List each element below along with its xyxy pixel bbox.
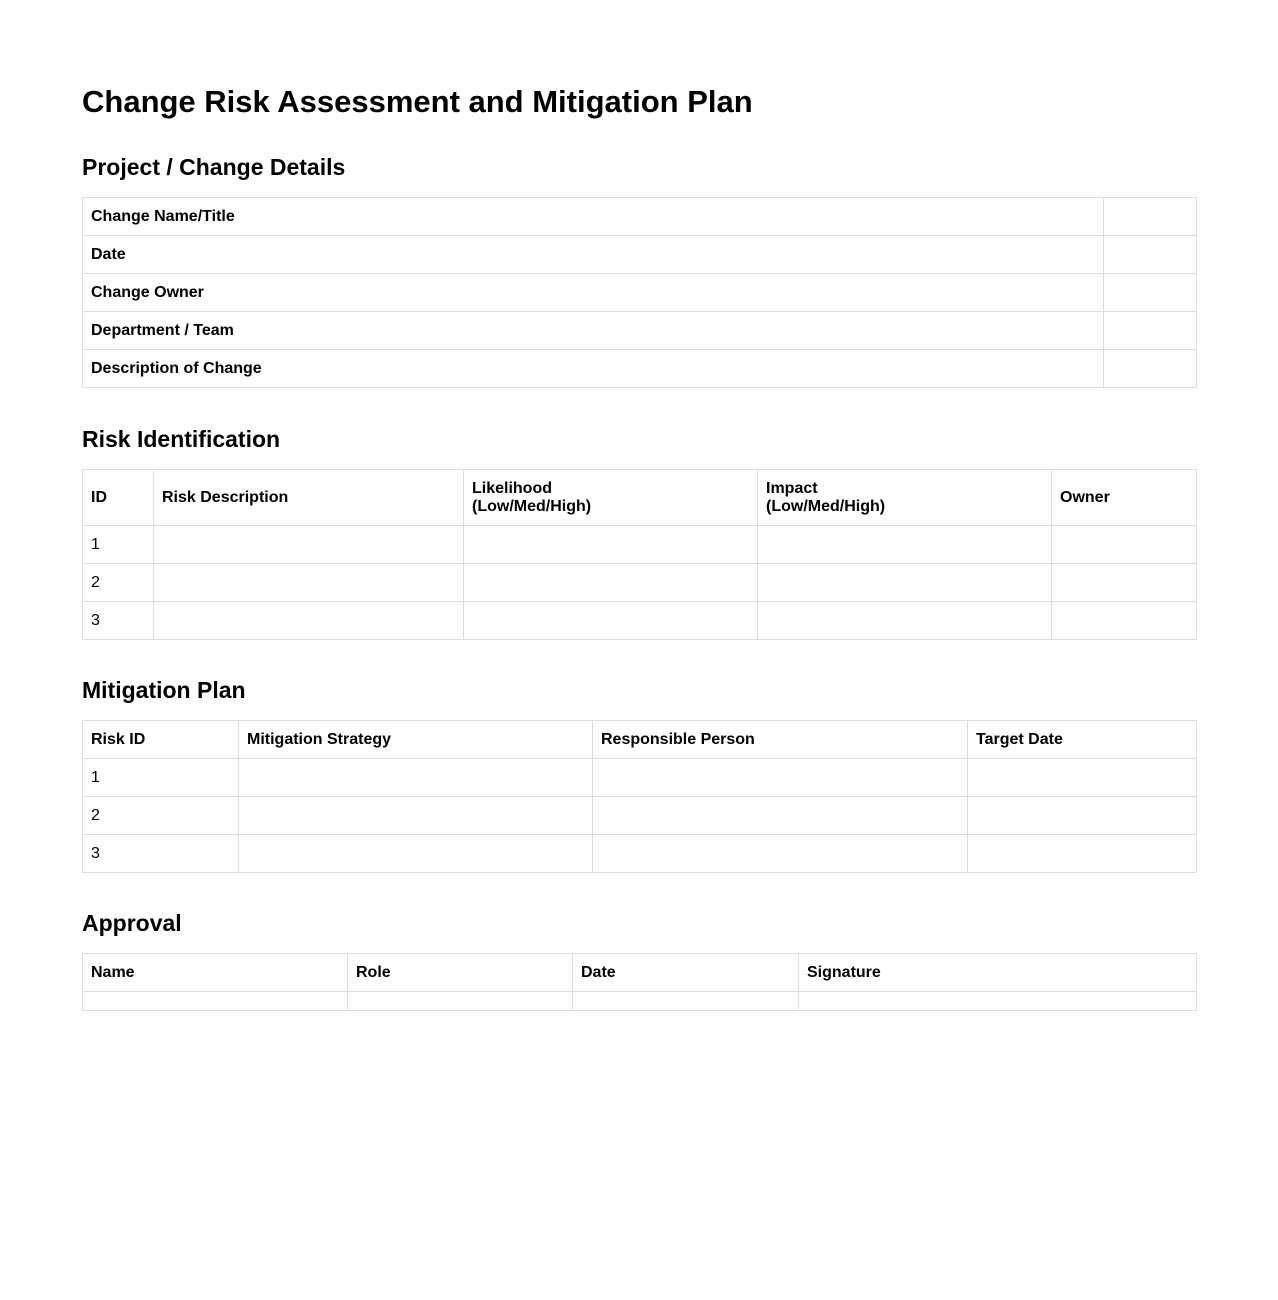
- impact-field[interactable]: [758, 526, 1052, 564]
- risk-description-field[interactable]: [154, 602, 464, 640]
- details-label: Change Owner: [83, 274, 1104, 312]
- column-header-owner: Owner: [1052, 470, 1197, 526]
- column-header-target-date: Target Date: [968, 721, 1197, 759]
- column-header-risk-id: Risk ID: [83, 721, 239, 759]
- section-heading-mitigation-plan: Mitigation Plan: [82, 677, 246, 703]
- approval-table: [82, 953, 1197, 1011]
- approver-role-field[interactable]: [348, 992, 573, 1011]
- risk-id-cell: 1: [83, 759, 239, 797]
- details-row: [83, 236, 1197, 274]
- table-header-row: [83, 721, 1197, 759]
- table-row: [83, 835, 1197, 873]
- owner-field[interactable]: [1052, 564, 1197, 602]
- column-header-risk-description: Risk Description: [154, 470, 464, 526]
- details-label: Change Name/Title: [83, 198, 1104, 236]
- column-header-likelihood: Likelihood (Low/Med/High): [464, 470, 758, 526]
- details-value-field[interactable]: [1104, 350, 1197, 388]
- details-value-field[interactable]: [1104, 312, 1197, 350]
- responsible-person-field[interactable]: [593, 759, 968, 797]
- table-row: [83, 602, 1197, 640]
- risk-id-cell: 1: [83, 526, 154, 564]
- impact-field[interactable]: [758, 564, 1052, 602]
- section-heading-details: Project / Change Details: [82, 154, 346, 180]
- column-header-signature: Signature: [799, 954, 1197, 992]
- target-date-field[interactable]: [968, 835, 1197, 873]
- risk-description-field[interactable]: [154, 526, 464, 564]
- details-table: [82, 197, 1197, 388]
- owner-field[interactable]: [1052, 526, 1197, 564]
- table-row: [83, 797, 1197, 835]
- details-row: [83, 312, 1197, 350]
- risk-id-cell: 2: [83, 797, 239, 835]
- column-header-role: Role: [348, 954, 573, 992]
- table-row: [83, 759, 1197, 797]
- details-value-field[interactable]: [1104, 274, 1197, 312]
- impact-field[interactable]: [758, 602, 1052, 640]
- mitigation-strategy-field[interactable]: [239, 759, 593, 797]
- signature-field[interactable]: [799, 992, 1197, 1011]
- approver-name-field[interactable]: [83, 992, 348, 1011]
- owner-field[interactable]: [1052, 602, 1197, 640]
- risk-id-cell: 2: [83, 564, 154, 602]
- column-header-name: Name: [83, 954, 348, 992]
- mitigation-strategy-field[interactable]: [239, 797, 593, 835]
- responsible-person-field[interactable]: [593, 835, 968, 873]
- likelihood-field[interactable]: [464, 526, 758, 564]
- column-header-id: ID: [83, 470, 154, 526]
- risk-id-cell: 3: [83, 602, 154, 640]
- column-header-mitigation-strategy: Mitigation Strategy: [239, 721, 593, 759]
- table-row: [83, 526, 1197, 564]
- risk-id-cell: 3: [83, 835, 239, 873]
- target-date-field[interactable]: [968, 797, 1197, 835]
- table-row: [83, 992, 1197, 1011]
- likelihood-field[interactable]: [464, 602, 758, 640]
- section-heading-approval: Approval: [82, 910, 182, 936]
- details-value-field[interactable]: [1104, 236, 1197, 274]
- risk-description-field[interactable]: [154, 564, 464, 602]
- approval-date-field[interactable]: [573, 992, 799, 1011]
- column-header-date: Date: [573, 954, 799, 992]
- section-heading-risk-identification: Risk Identification: [82, 426, 281, 452]
- details-row: [83, 198, 1197, 236]
- mitigation-strategy-field[interactable]: [239, 835, 593, 873]
- page-title: Change Risk Assessment and Mitigation Plan: [82, 84, 753, 119]
- risk-identification-table: [82, 469, 1197, 640]
- likelihood-field[interactable]: [464, 564, 758, 602]
- column-header-impact: Impact (Low/Med/High): [758, 470, 1052, 526]
- mitigation-plan-table: [82, 720, 1197, 873]
- details-label: Date: [83, 236, 1104, 274]
- details-label: Department / Team: [83, 312, 1104, 350]
- responsible-person-field[interactable]: [593, 797, 968, 835]
- details-row: [83, 274, 1197, 312]
- table-header-row: [83, 954, 1197, 992]
- target-date-field[interactable]: [968, 759, 1197, 797]
- column-header-responsible-person: Responsible Person: [593, 721, 968, 759]
- table-row: [83, 564, 1197, 602]
- details-row: [83, 350, 1197, 388]
- table-header-row: [83, 470, 1197, 526]
- details-label: Description of Change: [83, 350, 1104, 388]
- details-value-field[interactable]: [1104, 198, 1197, 236]
